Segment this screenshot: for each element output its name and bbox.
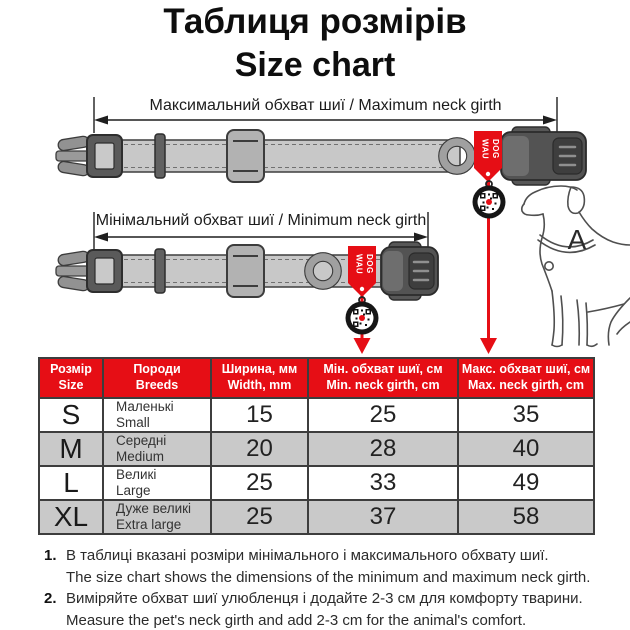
neck-girth-marker: A	[567, 224, 587, 255]
header-breeds: Породи Breeds	[103, 358, 211, 398]
note-2	[44, 588, 604, 630]
header-width: Ширина, мм Width, mm	[211, 358, 308, 398]
cell-breeds: Дуже великі Extra large	[103, 500, 211, 534]
table-row-s	[39, 398, 594, 432]
footnotes	[44, 545, 604, 630]
note-text-en: The size chart shows the dimensions of the minimum and maximum neck girth.	[66, 568, 591, 586]
table-row-l	[39, 466, 594, 500]
note-text-en: Measure the pet's neck girth and add 2-3 cm for the animal's comfort.	[66, 611, 527, 629]
cell-size: L	[39, 466, 103, 500]
cell-max-girth: 58	[458, 500, 594, 534]
cell-min-girth: 37	[308, 500, 458, 534]
cell-breeds: Середні Medium	[103, 432, 211, 466]
note-text-ua: В таблиці вказані розміри мінімального і максимального обхвату шиї.	[66, 547, 549, 564]
size-table	[38, 357, 595, 535]
qr-tag-pendant-min	[346, 297, 379, 335]
page-title-ua: Таблиця розмірів	[163, 2, 467, 41]
header-max-girth: Макс. обхват шиї, см Max. neck girth, cm	[458, 358, 594, 398]
cell-breeds: Великі Large	[103, 466, 211, 500]
brand-label-min	[353, 254, 374, 288]
collar-illustration-min	[56, 242, 438, 300]
brand-word-2: DOG	[490, 139, 500, 159]
note-number: 1.	[44, 547, 57, 564]
cell-width: 20	[211, 432, 308, 466]
cell-min-girth: 33	[308, 466, 458, 500]
min-girth-label: Мінімальний обхват шиї / Minimum neck girth	[95, 212, 427, 229]
cell-max-girth: 40	[458, 432, 594, 466]
header-size: Розмір Size	[39, 358, 103, 398]
dog-illustration	[522, 186, 630, 347]
table-header-row	[39, 358, 594, 398]
collar-illustration-max	[56, 127, 586, 185]
table-row-m	[39, 432, 594, 466]
cell-max-girth: 49	[458, 466, 594, 500]
brand-word-2: DOG	[364, 254, 374, 274]
note-1	[44, 545, 604, 588]
cell-breeds: Маленькі Small	[103, 398, 211, 432]
header-min-girth: Мін. обхват шиї, см Min. neck girth, cm	[308, 358, 458, 398]
brand-label-max	[479, 139, 500, 173]
cell-size: M	[39, 432, 103, 466]
cell-min-girth: 28	[308, 432, 458, 466]
brand-word-1: WAU	[354, 254, 364, 275]
cell-max-girth: 35	[458, 398, 594, 432]
cell-width: 15	[211, 398, 308, 432]
note-text-ua: Виміряйте обхват шиї улюбленця і додайте 2-3 см для комфорту тварини.	[66, 590, 583, 607]
cell-size: XL	[39, 500, 103, 534]
max-girth-label: Максимальний обхват шиї / Maximum neck girth	[149, 97, 502, 114]
brand-word-1: WAU	[480, 139, 490, 160]
cell-width: 25	[211, 500, 308, 534]
table-row-xl	[39, 500, 594, 534]
note-number: 2.	[44, 590, 57, 607]
page-title-en: Size chart	[234, 46, 396, 84]
cell-size: S	[39, 398, 103, 432]
qr-tag-pendant-max	[473, 181, 506, 219]
cell-min-girth: 25	[308, 398, 458, 432]
cell-width: 25	[211, 466, 308, 500]
